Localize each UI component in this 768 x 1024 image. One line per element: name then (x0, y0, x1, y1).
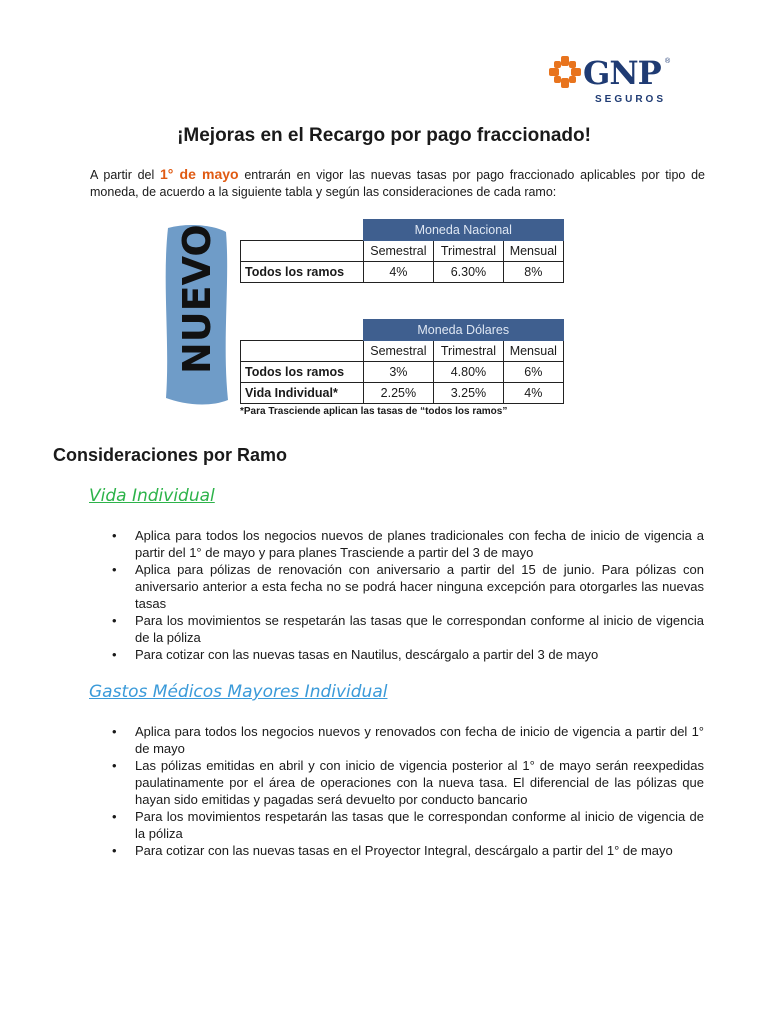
empty-header-cell (241, 341, 364, 362)
rate-cell: 4.80% (434, 362, 503, 383)
list-item: • Aplica para todos los negocios nuevos y renovados con fecha de inicio de vigencia a partir del 1° de mayo (112, 723, 704, 757)
list-item: • Aplica para pólizas de renovación con aniversario a partir del 15 de junio. Para pólizas con aniversario anterior a esta fecha no se podrá hacer ninguna excepción para otorgarles las nuevas tasas (112, 561, 704, 612)
list-item: • Aplica para todos los negocios nuevos de planes tradicionales con fecha de inicio de vigencia a partir del 1° de mayo y para planes Trasciende a partir del 3 de mayo (112, 527, 704, 561)
empty-cell (241, 220, 364, 241)
column-header: Trimestral (434, 341, 503, 362)
logo-subtitle: SEGUROS (595, 94, 667, 105)
logo-name: GNP (583, 54, 661, 92)
rate-cell: 3% (363, 362, 434, 383)
gnp-star-icon (549, 56, 581, 88)
rate-cell: 4% (363, 262, 434, 283)
gnp-logo (535, 44, 685, 114)
rate-cell: 3.25% (434, 383, 503, 404)
table-row (241, 383, 564, 404)
column-header: Mensual (503, 241, 563, 262)
rates-table-nacional (240, 219, 564, 283)
empty-header-cell (241, 241, 364, 262)
table-row (241, 262, 564, 283)
intro-paragraph (90, 166, 705, 201)
column-header: Mensual (503, 341, 563, 362)
row-label: Todos los ramos (241, 262, 364, 283)
page-title: ¡Mejoras en el Recargo por pago fraccionado! (177, 125, 591, 146)
badge-text: NUEVO! (175, 222, 219, 374)
list-item: • Para los movimientos se respetarán las tasas que le correspondan conforme al inicio de vigencia de la póliza (112, 612, 704, 646)
section-title: Consideraciones por Ramo (53, 445, 288, 465)
rates-table-dolares (240, 319, 564, 404)
gmm-bullet-list (112, 723, 704, 859)
rate-cell: 4% (503, 383, 563, 404)
list-item: • Las pólizas emitidas en abril y con inicio de vigencia posterior al 1° de mayo serán reexpedidas paulatinamente por el área de operaciones con la nueva tasa. El diferencial de las pólizas que hayan sido emitidas y pagadas será devuelto por conducto bancario (112, 757, 704, 808)
table-title-dolares: Moneda Dólares (363, 320, 564, 341)
list-item: • Para cotizar con las nuevas tasas en el Proyector Integral, descárgalo a partir del 1° de mayo (112, 842, 704, 859)
row-label: Todos los ramos (241, 362, 364, 383)
rate-cell: 6.30% (434, 262, 503, 283)
subheading-vida: Vida Individual (89, 486, 215, 506)
rate-cell: 6% (503, 362, 563, 383)
empty-cell (241, 320, 364, 341)
table-row (241, 362, 564, 383)
table-footnote: *Para Trasciende aplican las tasas de “todos los ramos” (240, 406, 508, 417)
column-header: Trimestral (434, 241, 503, 262)
rate-cell: 8% (503, 262, 563, 283)
subheading-gmm: Gastos Médicos Mayores Individual (89, 682, 388, 702)
vida-bullet-list (112, 527, 704, 663)
nuevo-badge (160, 222, 232, 408)
intro-before: A partir del (90, 168, 160, 182)
intro-after: entrarán en vigor las nuevas tasas por pago fraccionado aplicables por tipo de moneda, de acuerdo a la siguiente tabla y según las consideraciones de cada ramo: (90, 168, 705, 199)
intro-highlight-date: 1° de mayo (160, 166, 239, 182)
list-item: • Para cotizar con las nuevas tasas en Nautilus, descárgalo a partir del 3 de mayo (112, 646, 704, 663)
list-item: • Para los movimientos respetarán las tasas que le correspondan conforme al inicio de vigencia de la póliza (112, 808, 704, 842)
logo-registered: ® (665, 58, 671, 65)
row-label: Vida Individual* (241, 383, 364, 404)
table-title-nacional: Moneda Nacional (363, 220, 564, 241)
rate-cell: 2.25% (363, 383, 434, 404)
column-header: Semestral (363, 241, 434, 262)
column-header: Semestral (363, 341, 434, 362)
